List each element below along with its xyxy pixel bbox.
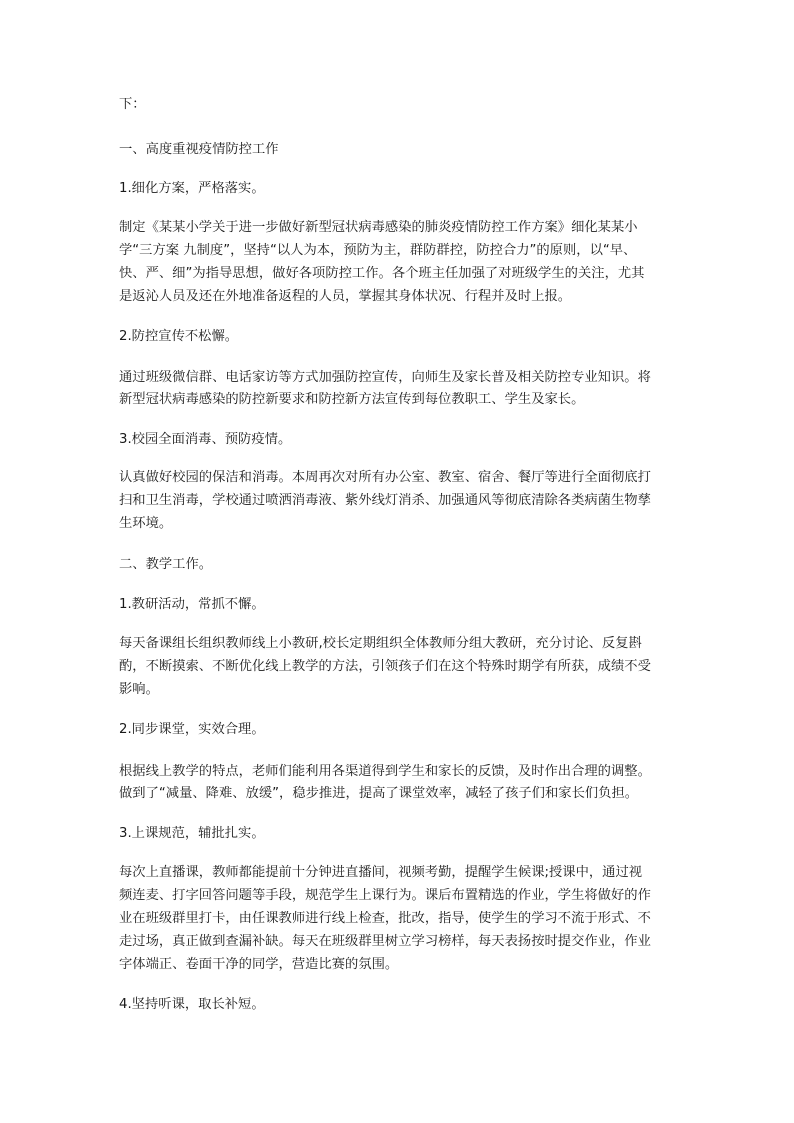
paragraph-line: 酌，不断摸索、不断优化线上教学的方法，引领孩子们在这个特殊时期学有所获，成绩不受 (119, 659, 651, 674)
text-line: 下： (119, 97, 146, 112)
paragraph-line: 学“三方案 九制度”，坚持“以人为本，预防为主，群防群控，防控合力”的原则，以“早、 (119, 243, 637, 258)
paragraph-line: 认真做好校园的保洁和消毒。本周再次对所有办公室、教室、宿舍、餐厅等进行全面彻底打 (119, 470, 651, 485)
paragraph-line: 根据线上教学的特点，老师们能利用各渠道得到学生和家长的反馈，及时作出合理的调整。 (119, 764, 651, 779)
paragraph-line: 走过场，真正做到查漏补缺。每天在班级群里树立学习榜样，每天表扬按时提交作业，作业 (119, 934, 651, 949)
paragraph-line: 字体端正、卷面干净的同学，营造比赛的氛围。 (119, 957, 399, 972)
paragraph-line: 频连麦、打字回答问题等手段，规范学生上课行为。课后布置精选的作业，学生将做好的作 (119, 888, 651, 903)
subsection-heading: 1.细化方案，严格落实。 (119, 181, 265, 196)
paragraph-line: 扫和卫生消毒，学校通过喷洒消毒液、紫外线灯消杀、加强通风等彻底清除各类病菌生物孳 (119, 493, 651, 508)
paragraph-line: 做到了“减量、降难、放缓”，稳步推进，提高了课堂效率，减轻了孩子们和家长们负担。 (119, 786, 639, 801)
paragraph-line: 制定《某某小学关于进一步做好新型冠状病毒感染的肺炎疫情防控工作方案》细化某某小 (119, 220, 638, 235)
paragraph-line: 影响。 (119, 682, 159, 697)
paragraph-line: 通过班级微信群、电话家访等方式加强防控宣传，向师生及家长普及相关防控专业知识。将 (119, 370, 651, 385)
subsection-heading: 2.同步课堂，实效合理。 (119, 722, 265, 737)
paragraph-line: 生环境。 (119, 516, 173, 531)
subsection-heading: 1.教研活动，常抓不懈。 (119, 597, 265, 612)
section-heading: 二、教学工作。 (119, 557, 213, 572)
paragraph-line: 每天备课组长组织教师线上小教研,校长定期组织全体教师分组大教研，充分讨论、反复斟 (119, 636, 642, 651)
subsection-heading: 2.防控宣传不松懈。 (119, 329, 239, 344)
subsection-heading: 3.上课规范，辅批扎实。 (119, 826, 265, 841)
paragraph-line: 是返沁人员及还在外地准备返程的人员，掌握其身体状况、行程并及时上报。 (119, 289, 572, 304)
paragraph-line: 业在班级群里打卡，由任课教师进行线上检查，批改，指导，使学生的学习不流于形式、不 (119, 911, 651, 926)
paragraph-line: 快、严、细”为指导思想，做好各项防控工作。各个班主任加强了对班级学生的关注，尤其 (119, 266, 645, 281)
paragraph-line: 新型冠状病毒感染的防控新要求和防控新方法宣传到每位教职工、学生及家长。 (119, 392, 585, 407)
subsection-heading: 3.校园全面消毒、预防疫情。 (119, 432, 292, 447)
section-heading: 一、高度重视疫情防控工作 (119, 142, 279, 157)
paragraph-line: 每次上直播课，教师都能提前十分钟进直播间，视频考勤，提醒学生候课;授课中，通过视 (119, 865, 643, 880)
subsection-heading: 4.坚持听课，取长补短。 (119, 997, 265, 1012)
